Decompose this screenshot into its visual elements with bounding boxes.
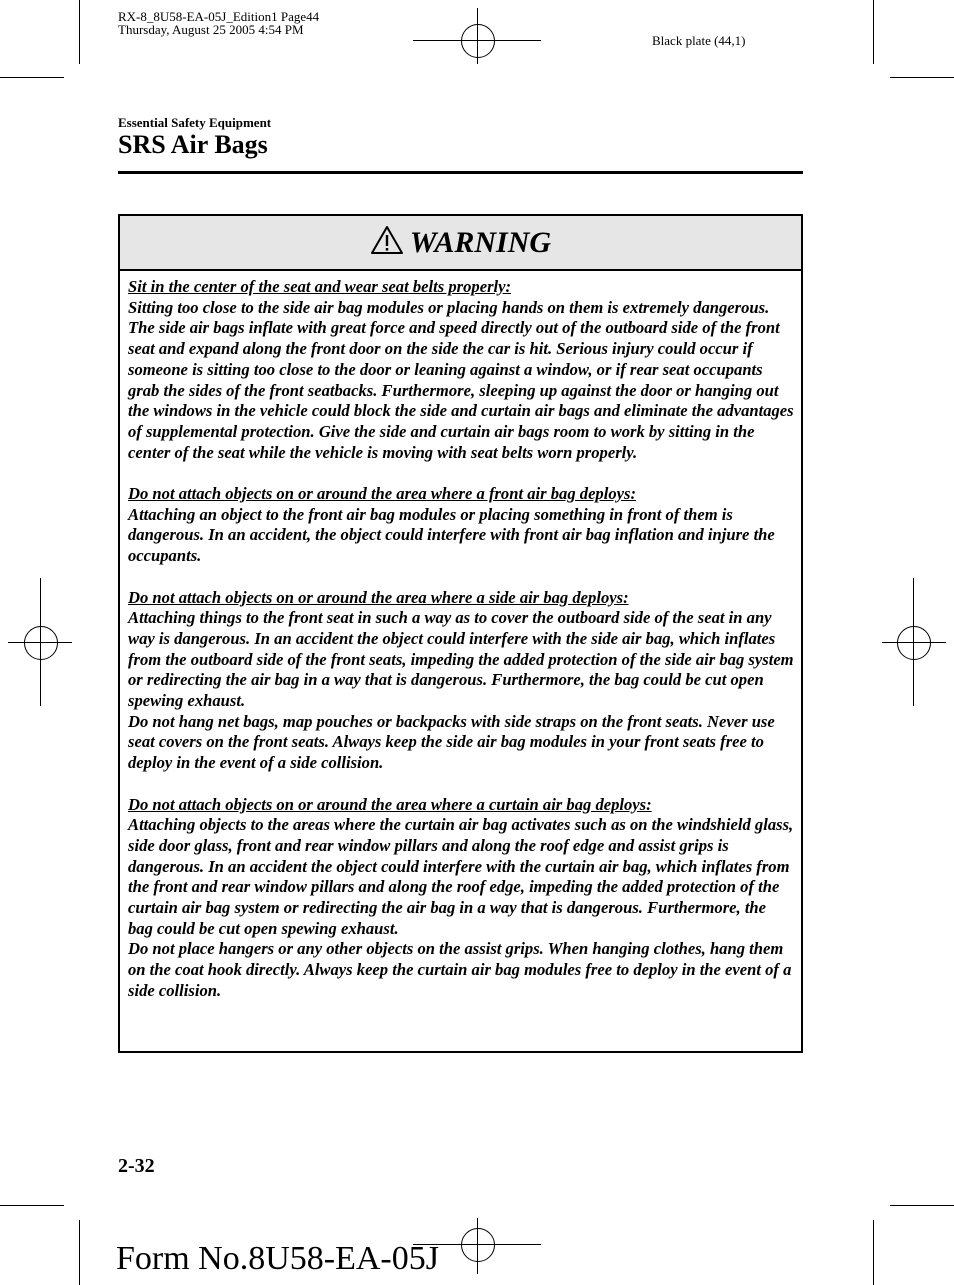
warning-block	[128, 484, 795, 567]
warning-block	[128, 795, 795, 1002]
warning-block	[128, 277, 795, 463]
warning-block-paragraph: Attaching an object to the front air bag modules or placing something in front of them is dangerous. In an accident, the object could interfere with front air bag inflation and injure the occupants.	[128, 504, 775, 566]
page-title: SRS Air Bags	[118, 130, 268, 159]
warning-triangle-icon	[370, 225, 404, 260]
warning-header	[120, 216, 801, 271]
warning-block-paragraph: Sitting too close to the side air bag modules or placing hands on them is extremely dangerous. The side air bags inflate with great force and speed directly out of the outboard side of the front seat and expand along the front door on the side the car is hit. Serious injury could occur if someone is sitting too close to the door or leaning against a window, or if rear seat occupants grab the sides of the front seatbacks. Furthermore, sleeping up against the door or hanging out the windows in the vehicle could block the side and curtain air bags and eliminate the advantages of supplemental protection. Give the side and curtain air bags room to work by sitting in the center of the seat while the vehicle is moving with seat belts worn properly.	[128, 297, 794, 462]
warning-block-paragraph: Attaching things to the front seat in such a way as to cover the outboard side of the seat in any way is dangerous. In an accident the object could interfere with the side air bag, which inflates from the outboard side of the front seats, impeding the added protection of the side air bag system or redirecting the air bag in a way that is dangerous. Furthermore, the bag could be cut open spewing exhaust.	[128, 608, 794, 711]
warning-block-heading: Do not attach objects on or around the area where a front air bag deploys:	[128, 484, 636, 504]
page-number: 2-32	[118, 1155, 155, 1177]
section-label: Essential Safety Equipment	[118, 115, 272, 130]
warning-block-heading: Do not attach objects on or around the area where a curtain air bag deploys:	[128, 794, 652, 814]
warning-block-paragraph: Do not hang net bags, map pouches or backpacks with side straps on the front seats. Never use seat covers on the front seats. Always keep the side air bag modules in your front seats free to deploy in the event of a side collision.	[128, 711, 775, 773]
warning-block-paragraph: Do not place hangers or any other objects on the assist grips. When hanging clothes, hang them on the coat hook directly. Always keep the curtain air bag modules free to deploy in the event of a side collision.	[128, 939, 792, 1000]
warning-box	[118, 214, 803, 1053]
warning-title: WARNING	[409, 225, 552, 259]
warning-block-heading: Do not attach objects on or around the area where a side air bag deploys:	[128, 587, 629, 607]
warning-block-paragraph: Attaching objects to the areas where the curtain air bag activates such as on the windshield glass, side door glass, front and rear window pillars and along the roof edge and assist grips is dangerous. In an accident the object could interfere with the curtain air bag, which inflates from the front and rear window pillars and along the roof edge, impeding the added protection of the curtain air bag system or redirecting the air bag in a way that is dangerous. Furthermore, the bag could be cut open spewing exhaust.	[128, 815, 794, 938]
print-date-line: Thursday, August 25 2005 4:54 PM	[118, 22, 304, 37]
title-rule	[118, 171, 803, 174]
warning-body	[120, 271, 801, 1002]
warning-block	[128, 588, 795, 774]
form-number: Form No.8U58-EA-05J	[116, 1240, 439, 1277]
warning-block-heading: Sit in the center of the seat and wear seat belts properly:	[128, 277, 512, 296]
print-job-line: RX-8_8U58-EA-05J_Edition1 Page44	[118, 9, 320, 24]
print-plate: Black plate (44,1)	[652, 33, 746, 48]
